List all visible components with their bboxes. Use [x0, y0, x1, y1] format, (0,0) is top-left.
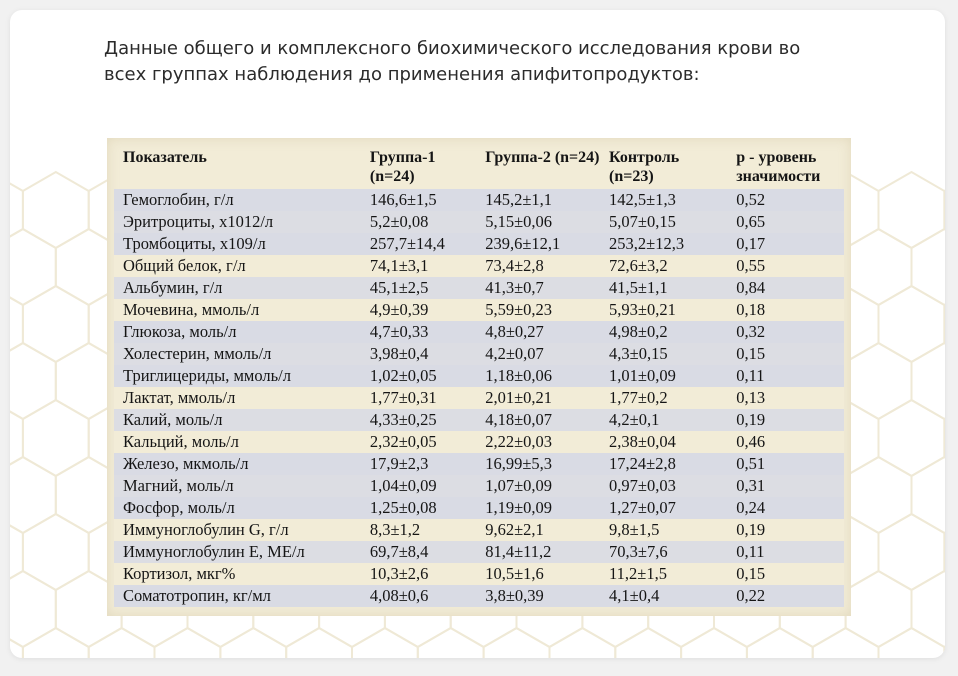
cell-control: 4,2±0,1 [600, 409, 727, 431]
honeycomb-cell [846, 343, 912, 419]
table-row [114, 431, 844, 453]
cell-indicator: Гемоглобин, г/л [114, 189, 361, 211]
cell-group-2: 73,4±2,8 [476, 255, 600, 277]
cell-control: 5,07±0,15 [600, 211, 727, 233]
honeycomb-cell [10, 343, 56, 419]
table-row [114, 453, 844, 475]
table-row [114, 299, 844, 321]
honeycomb-cell [912, 343, 946, 419]
honeycomb-cell [484, 628, 550, 658]
honeycomb-cell [879, 514, 945, 590]
honeycomb-cell [10, 286, 23, 362]
cell-group-1: 1,02±0,05 [361, 365, 476, 387]
cell-group-1: 10,3±2,6 [361, 563, 476, 585]
cell-group-2: 3,8±0,39 [476, 585, 600, 607]
honeycomb-cell [912, 457, 946, 533]
cell-group-2: 239,6±12,1 [476, 233, 600, 255]
table-row [114, 497, 844, 519]
cell-group-1: 4,7±0,33 [361, 321, 476, 343]
honeycomb-cell [352, 628, 418, 658]
cell-control: 9,8±1,5 [600, 519, 727, 541]
cell-significance: 0,65 [727, 211, 844, 233]
cell-control: 253,2±12,3 [600, 233, 727, 255]
cell-indicator: Тромбоциты, х109/л [114, 233, 361, 255]
cell-control: 2,38±0,04 [600, 431, 727, 453]
honeycomb-cell [944, 400, 945, 476]
cell-indicator: Калий, моль/л [114, 409, 361, 431]
cell-group-2: 4,18±0,07 [476, 409, 600, 431]
cell-indicator: Эритроциты, х1012/л [114, 211, 361, 233]
cell-indicator: Соматотропин, кг/мл [114, 585, 361, 607]
honeycomb-cell [23, 628, 89, 658]
cell-group-1: 2,32±0,05 [361, 431, 476, 453]
honeycomb-cell [10, 229, 56, 305]
cell-control: 5,93±0,21 [600, 299, 727, 321]
cell-significance: 0,22 [727, 585, 844, 607]
table-header-row [114, 144, 844, 189]
honeycomb-cell [220, 628, 286, 658]
table-caption: Данные общего и комплексного биохимического исследования крови во всех группах наблюдения до применения апифитопродуктов: [104, 38, 801, 85]
cell-significance: 0,15 [727, 563, 844, 585]
cell-group-1: 5,2±0,08 [361, 211, 476, 233]
cell-group-2: 41,3±0,7 [476, 277, 600, 299]
cell-significance: 0,11 [727, 365, 844, 387]
cell-control: 1,01±0,09 [600, 365, 727, 387]
cell-significance: 0,15 [727, 343, 844, 365]
cell-group-1: 146,6±1,5 [361, 189, 476, 211]
cell-control: 17,24±2,8 [600, 453, 727, 475]
cell-indicator: Лактат, ммоль/л [114, 387, 361, 409]
cell-indicator: Фосфор, моль/л [114, 497, 361, 519]
cell-significance: 0,19 [727, 409, 844, 431]
cell-group-1: 17,9±2,3 [361, 453, 476, 475]
table-row [114, 255, 844, 277]
honeycomb-cell [813, 628, 879, 658]
honeycomb-cell [418, 628, 484, 658]
cell-group-1: 8,3±1,2 [361, 519, 476, 541]
cell-indicator: Магний, моль/л [114, 475, 361, 497]
cell-significance: 0,55 [727, 255, 844, 277]
header-control: Контроль (n=23) [609, 149, 680, 185]
cell-group-1: 74,1±3,1 [361, 255, 476, 277]
honeycomb-cell [879, 400, 945, 476]
cell-group-2: 2,01±0,21 [476, 387, 600, 409]
honeycomb-cell [846, 229, 912, 305]
table-row [114, 387, 844, 409]
cell-indicator: Альбумин, г/л [114, 277, 361, 299]
table-row [114, 541, 844, 563]
honeycomb-cell [23, 172, 89, 248]
cell-control: 41,5±1,1 [600, 277, 727, 299]
cell-indicator: Кальций, моль/л [114, 431, 361, 453]
cell-significance: 0,52 [727, 189, 844, 211]
honeycomb-cell [10, 172, 23, 248]
cell-indicator: Железо, мкмоль/л [114, 453, 361, 475]
cell-indicator: Триглицериды, ммоль/л [114, 365, 361, 387]
cell-group-1: 4,08±0,6 [361, 585, 476, 607]
cell-significance: 0,51 [727, 453, 844, 475]
table-row [114, 277, 844, 299]
header-significance: р - уровень значимости [736, 149, 821, 185]
table-row [114, 233, 844, 255]
honeycomb-cell [10, 628, 23, 658]
cell-group-2: 4,8±0,27 [476, 321, 600, 343]
table-row [114, 321, 844, 343]
honeycomb-cell [747, 628, 813, 658]
table-row [114, 365, 844, 387]
cell-control: 4,98±0,2 [600, 321, 727, 343]
honeycomb-cell [944, 286, 945, 362]
cell-group-2: 9,62±2,1 [476, 519, 600, 541]
cell-group-1: 69,7±8,4 [361, 541, 476, 563]
cell-control: 1,77±0,2 [600, 387, 727, 409]
honeycomb-cell [23, 286, 89, 362]
blood-test-table [114, 144, 844, 607]
honeycomb-cell [879, 172, 945, 248]
cell-significance: 0,46 [727, 431, 844, 453]
cell-control: 1,27±0,07 [600, 497, 727, 519]
cell-significance: 0,11 [727, 541, 844, 563]
table-row [114, 585, 844, 607]
cell-significance: 0,17 [727, 233, 844, 255]
honeycomb-cell [879, 628, 945, 658]
cell-control: 72,6±3,2 [600, 255, 727, 277]
honeycomb-cell [10, 571, 56, 647]
cell-group-1: 1,25±0,08 [361, 497, 476, 519]
honeycomb-cell [944, 628, 945, 658]
cell-group-2: 2,22±0,03 [476, 431, 600, 453]
cell-control: 0,97±0,03 [600, 475, 727, 497]
table-row [114, 475, 844, 497]
cell-indicator: Кортизол, мкг% [114, 563, 361, 585]
content-card [10, 10, 945, 658]
cell-indicator: Иммуноглобулин Е, МЕ/л [114, 541, 361, 563]
honeycomb-cell [944, 172, 945, 248]
honeycomb-cell [912, 229, 946, 305]
honeycomb-cell [155, 628, 221, 658]
honeycomb-cell [23, 514, 89, 590]
cell-group-2: 1,18±0,06 [476, 365, 600, 387]
cell-control: 4,3±0,15 [600, 343, 727, 365]
honeycomb-cell [912, 571, 946, 647]
cell-group-2: 1,19±0,09 [476, 497, 600, 519]
cell-group-1: 1,77±0,31 [361, 387, 476, 409]
cell-group-1: 4,33±0,25 [361, 409, 476, 431]
cell-group-1: 4,9±0,39 [361, 299, 476, 321]
honeycomb-cell [879, 286, 945, 362]
cell-group-2: 4,2±0,07 [476, 343, 600, 365]
table-row [114, 409, 844, 431]
cell-significance: 0,18 [727, 299, 844, 321]
honeycomb-cell [23, 400, 89, 476]
cell-group-1: 257,7±14,4 [361, 233, 476, 255]
honeycomb-cell [10, 400, 23, 476]
cell-group-1: 1,04±0,09 [361, 475, 476, 497]
header-group-2: Группа-2 (n=24) [485, 149, 600, 166]
cell-significance: 0,31 [727, 475, 844, 497]
honeycomb-cell [286, 628, 352, 658]
table-row [114, 519, 844, 541]
table-row [114, 343, 844, 365]
cell-group-2: 5,59±0,23 [476, 299, 600, 321]
honeycomb-cell [944, 514, 945, 590]
honeycomb-cell [846, 457, 912, 533]
cell-indicator: Холестерин, ммоль/л [114, 343, 361, 365]
cell-significance: 0,13 [727, 387, 844, 409]
scanned-table-image [107, 138, 851, 616]
honeycomb-cell [681, 628, 747, 658]
honeycomb-cell [89, 628, 155, 658]
honeycomb-cell [846, 571, 912, 647]
cell-indicator: Иммуноглобулин G, г/л [114, 519, 361, 541]
cell-control: 11,2±1,5 [600, 563, 727, 585]
header-group-1: Группа-1 (n=24) [369, 149, 436, 185]
cell-group-1: 3,98±0,4 [361, 343, 476, 365]
cell-group-2: 16,99±5,3 [476, 453, 600, 475]
cell-group-1: 45,1±2,5 [361, 277, 476, 299]
cell-group-2: 1,07±0,09 [476, 475, 600, 497]
cell-control: 70,3±7,6 [600, 541, 727, 563]
header-indicator: Показатель [123, 149, 207, 166]
cell-indicator: Глюкоза, моль/л [114, 321, 361, 343]
cell-control: 142,5±1,3 [600, 189, 727, 211]
table-row [114, 211, 844, 233]
cell-significance: 0,24 [727, 497, 844, 519]
table-row [114, 189, 844, 211]
cell-group-2: 5,15±0,06 [476, 211, 600, 233]
cell-group-2: 10,5±1,6 [476, 563, 600, 585]
table-row [114, 563, 844, 585]
cell-indicator: Общий белок, г/л [114, 255, 361, 277]
cell-significance: 0,32 [727, 321, 844, 343]
cell-significance: 0,19 [727, 519, 844, 541]
honeycomb-cell [615, 628, 681, 658]
cell-indicator: Мочевина, ммоль/л [114, 299, 361, 321]
honeycomb-cell [10, 457, 56, 533]
cell-significance: 0,84 [727, 277, 844, 299]
honeycomb-cell [550, 628, 616, 658]
cell-control: 4,1±0,4 [600, 585, 727, 607]
cell-group-2: 81,4±11,2 [476, 541, 600, 563]
honeycomb-cell [10, 514, 23, 590]
cell-group-2: 145,2±1,1 [476, 189, 600, 211]
